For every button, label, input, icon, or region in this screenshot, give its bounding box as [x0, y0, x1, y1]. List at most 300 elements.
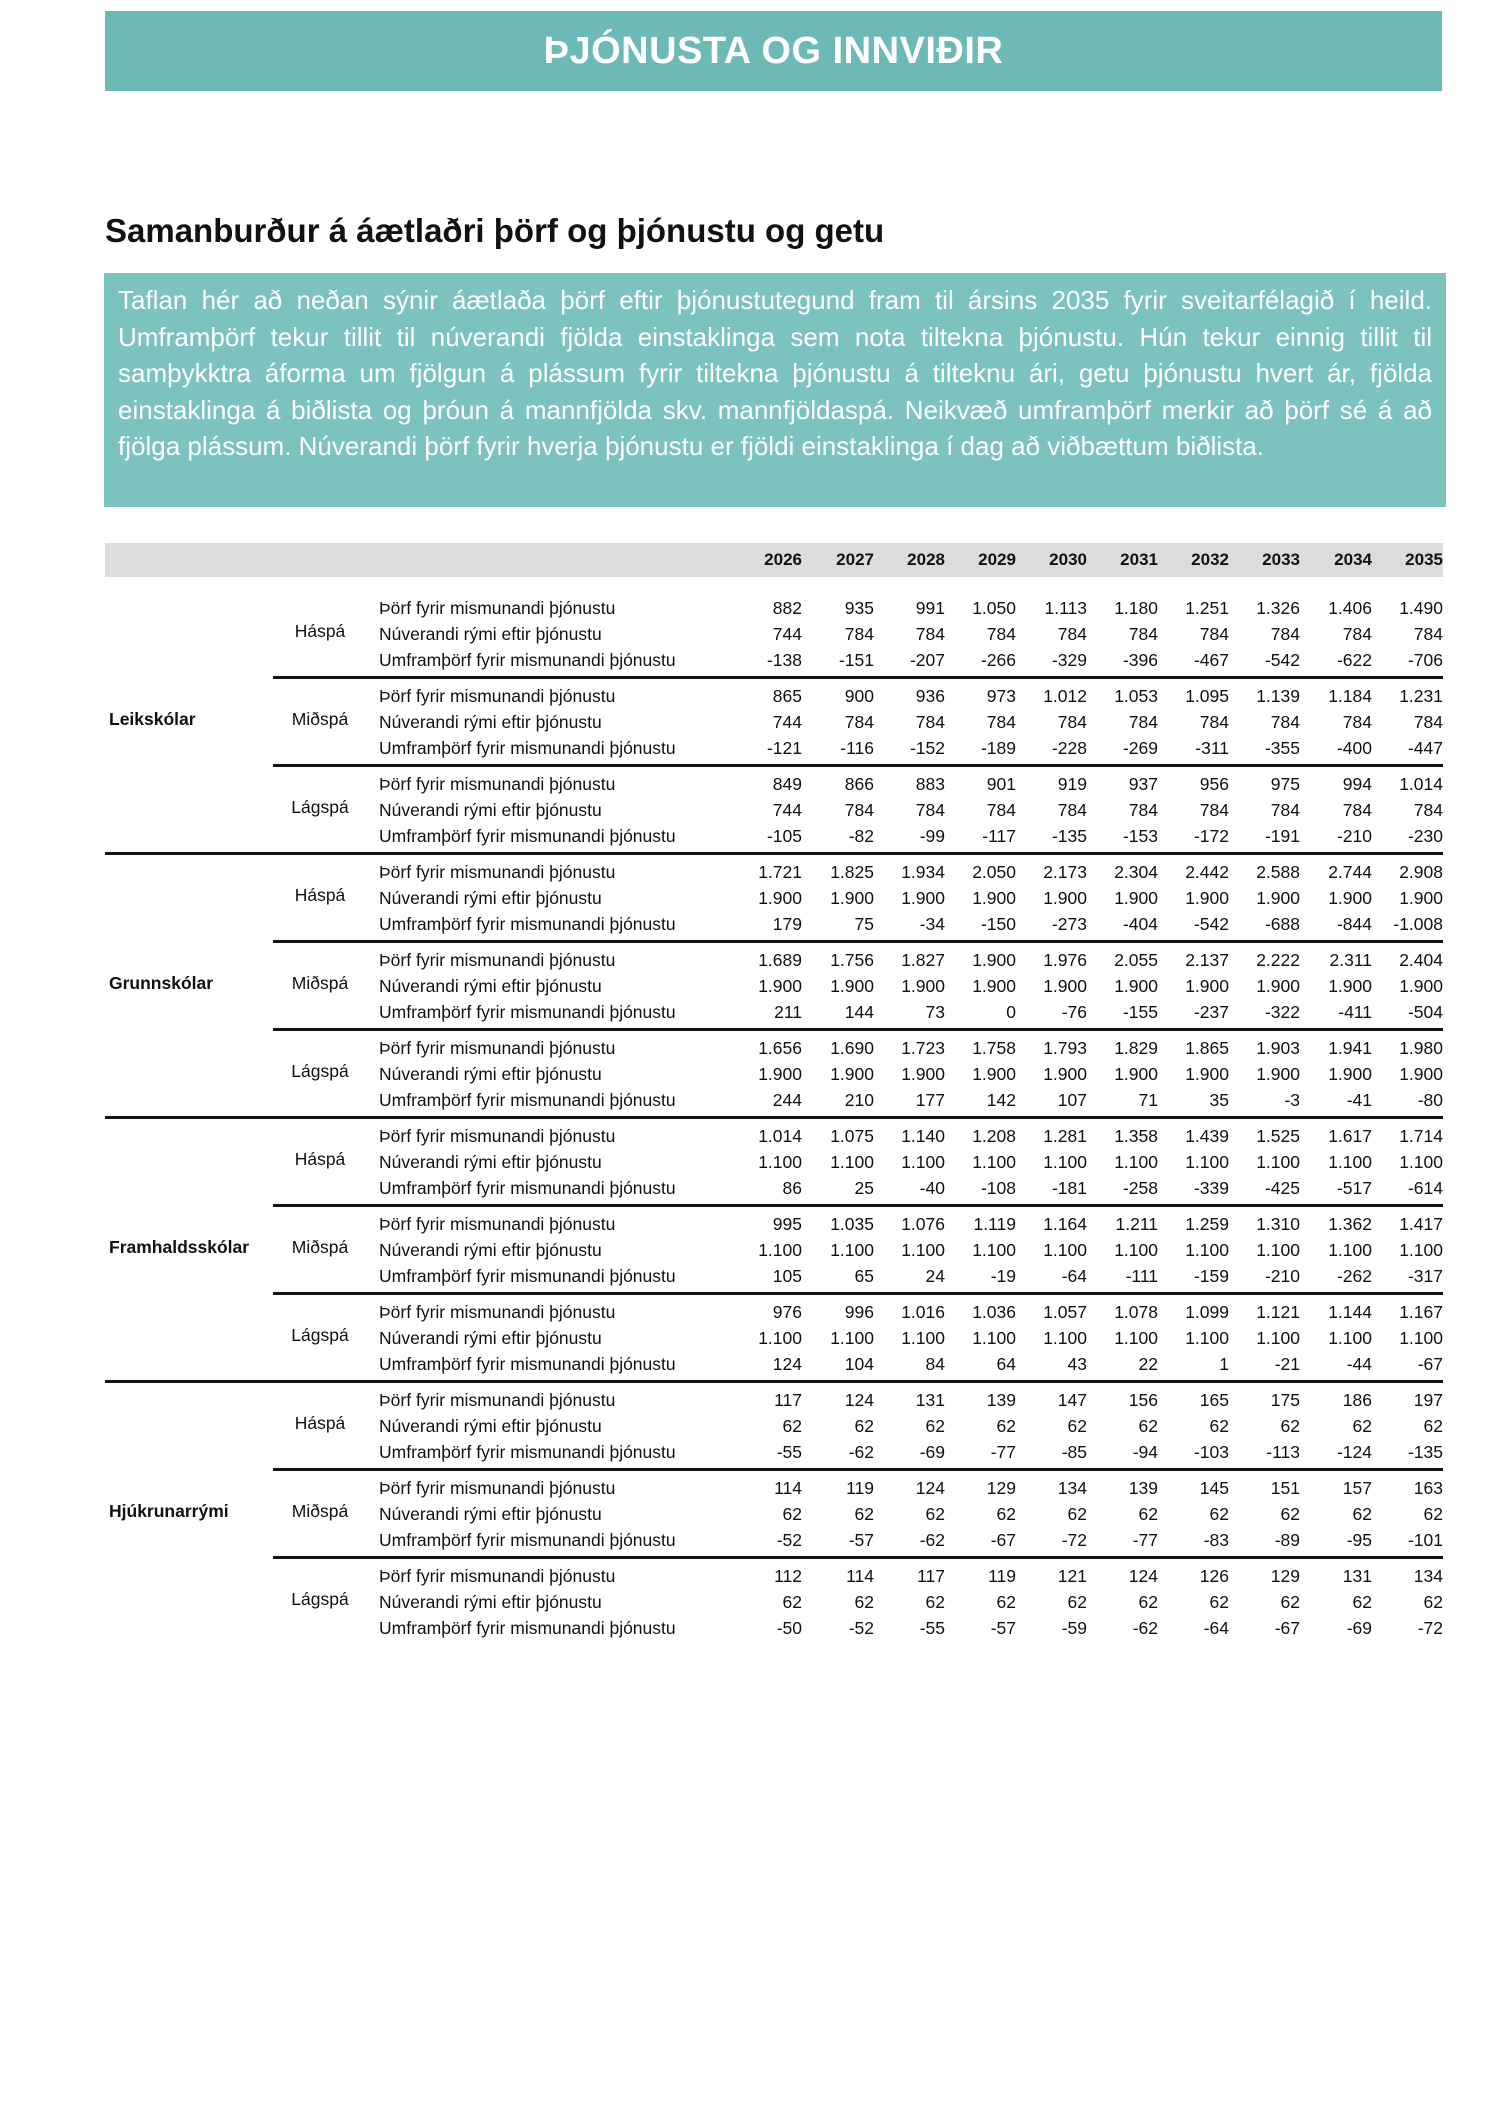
- scenario-block: [105, 1382, 1443, 1470]
- cell-value: 62: [1280, 1416, 1300, 1436]
- cell-value: -404: [1122, 914, 1158, 934]
- cell-value: -113: [1266, 1442, 1300, 1462]
- cell-value: 1.490: [1399, 598, 1443, 618]
- cell-value: 210: [844, 1090, 874, 1110]
- cell-value: 1.900: [830, 1064, 874, 1084]
- cell-value: -237: [1193, 1002, 1229, 1022]
- cell-value: 1.829: [1114, 1038, 1158, 1058]
- cell-value: -258: [1122, 1178, 1158, 1198]
- cell-value: 107: [1057, 1090, 1087, 1110]
- cell-value: 1.690: [830, 1038, 874, 1058]
- row-label: Þörf fyrir mismunandi þjónustu: [379, 1038, 616, 1058]
- cell-value: 62: [782, 1592, 802, 1612]
- scenario-block: [105, 1294, 1443, 1382]
- cell-value: 121: [1057, 1566, 1087, 1586]
- cell-value: 62: [1423, 1416, 1443, 1436]
- cell-value: 1.358: [1114, 1126, 1158, 1146]
- cell-value: 744: [772, 712, 802, 732]
- cell-value: 937: [1128, 774, 1158, 794]
- table-row: [379, 1175, 1443, 1201]
- cell-value: -67: [990, 1530, 1016, 1550]
- cell-value: 744: [772, 624, 802, 644]
- cell-value: -85: [1061, 1442, 1087, 1462]
- table-row: [379, 683, 1443, 709]
- cell-value: 784: [844, 800, 874, 820]
- cell-value: -67: [1417, 1354, 1443, 1374]
- cell-value: 1.100: [1043, 1152, 1087, 1172]
- row-label: Þörf fyrir mismunandi þjónustu: [379, 950, 616, 970]
- cell-value: -89: [1274, 1530, 1300, 1550]
- cell-value: 784: [1413, 800, 1443, 820]
- cell-value: -396: [1122, 650, 1158, 670]
- row-label: Núverandi rými eftir þjónustu: [379, 1328, 602, 1348]
- cell-value: 936: [915, 686, 945, 706]
- cell-value: 62: [854, 1592, 874, 1612]
- cell-value: -266: [980, 650, 1016, 670]
- cell-value: 2.311: [1329, 950, 1372, 970]
- cell-value: 2.222: [1256, 950, 1300, 970]
- cell-value: 1.900: [972, 1064, 1016, 1084]
- table-row: [379, 771, 1443, 797]
- cell-value: 1.100: [830, 1152, 874, 1172]
- cell-value: 71: [1138, 1090, 1158, 1110]
- cell-value: 1.900: [1114, 888, 1158, 908]
- row-label: Þörf fyrir mismunandi þjónustu: [379, 1390, 616, 1410]
- table-row: [379, 1123, 1443, 1149]
- table-row: [379, 859, 1443, 885]
- cell-value: -69: [1346, 1618, 1372, 1638]
- row-label: Umframþörf fyrir mismunandi þjónustu: [379, 1090, 676, 1110]
- cell-value: 86: [782, 1178, 802, 1198]
- table-row: [379, 973, 1443, 999]
- cell-value: 84: [925, 1354, 945, 1374]
- cell-value: 1.100: [1114, 1328, 1158, 1348]
- cell-value: -135: [1051, 826, 1087, 846]
- cell-value: 147: [1057, 1390, 1087, 1410]
- cell-value: 976: [772, 1302, 802, 1322]
- table-row: [379, 1237, 1443, 1263]
- cell-value: 784: [1199, 712, 1229, 732]
- cell-value: 2.304: [1114, 862, 1158, 882]
- table-row: [379, 1325, 1443, 1351]
- cell-value: 1.903: [1256, 1038, 1300, 1058]
- cell-value: -80: [1417, 1090, 1443, 1110]
- cell-value: 62: [925, 1592, 945, 1612]
- cell-value: 1.310: [1256, 1214, 1300, 1234]
- cell-value: 1.014: [758, 1126, 802, 1146]
- cell-value: -117: [982, 826, 1016, 846]
- cell-value: 64: [996, 1354, 1016, 1374]
- cell-value: 994: [1342, 774, 1372, 794]
- cell-value: 1.825: [830, 862, 874, 882]
- cell-value: 62: [996, 1592, 1016, 1612]
- cell-value: -622: [1336, 650, 1372, 670]
- cell-value: 43: [1067, 1354, 1087, 1374]
- cell-value: 1.259: [1185, 1214, 1229, 1234]
- cell-value: 1.900: [830, 888, 874, 908]
- cell-value: 131: [915, 1390, 945, 1410]
- row-label: Umframþörf fyrir mismunandi þjónustu: [379, 1354, 676, 1374]
- cell-value: 1.900: [758, 888, 802, 908]
- cell-value: 1.900: [758, 976, 802, 996]
- cell-value: 1.140: [901, 1126, 945, 1146]
- cell-value: 1.184: [1328, 686, 1372, 706]
- cell-value: 1.100: [1399, 1152, 1443, 1172]
- cell-value: -57: [990, 1618, 1016, 1638]
- cell-value: 1.525: [1256, 1126, 1300, 1146]
- cell-value: -329: [1051, 650, 1087, 670]
- cell-value: 1.900: [1399, 1064, 1443, 1084]
- category-label: Framhaldsskólar: [109, 1237, 250, 1257]
- cell-value: -72: [1061, 1530, 1087, 1550]
- table-row: [379, 1299, 1443, 1325]
- cell-value: -355: [1264, 738, 1300, 758]
- cell-value: 117: [917, 1566, 945, 1586]
- table-row: [379, 1475, 1443, 1501]
- cell-value: 2.588: [1256, 862, 1300, 882]
- cell-value: 157: [1342, 1478, 1372, 1498]
- row-label: Núverandi rými eftir þjónustu: [379, 1592, 602, 1612]
- cell-value: 784: [844, 624, 874, 644]
- cell-value: 1.900: [1256, 976, 1300, 996]
- cell-value: 1.050: [972, 598, 1016, 618]
- cell-value: 1.100: [1114, 1152, 1158, 1172]
- cell-value: 62: [1423, 1592, 1443, 1612]
- cell-value: 73: [925, 1002, 945, 1022]
- section-banner: [105, 11, 1442, 91]
- cell-value: -317: [1407, 1266, 1443, 1286]
- cell-value: 124: [915, 1478, 945, 1498]
- cell-value: 62: [925, 1416, 945, 1436]
- cell-value: 784: [1342, 624, 1372, 644]
- cell-value: 1.362: [1328, 1214, 1372, 1234]
- row-label: Þörf fyrir mismunandi þjónustu: [379, 598, 616, 618]
- cell-value: 991: [915, 598, 945, 618]
- table-row: [379, 1413, 1443, 1439]
- cell-value: 1.900: [1185, 1064, 1229, 1084]
- cell-value: 784: [986, 624, 1016, 644]
- cell-value: 1.900: [1399, 976, 1443, 996]
- cell-value: -151: [838, 650, 874, 670]
- table-row: [379, 911, 1443, 937]
- scenario-label: Lágspá: [291, 1061, 349, 1081]
- row-label: Umframþörf fyrir mismunandi þjónustu: [379, 1618, 676, 1638]
- cell-value: 935: [844, 598, 874, 618]
- cell-value: -62: [919, 1530, 945, 1550]
- cell-value: 849: [772, 774, 802, 794]
- cell-value: -116: [840, 738, 874, 758]
- scenario-label: Miðspá: [291, 973, 349, 993]
- cell-value: 1.100: [1399, 1240, 1443, 1260]
- cell-value: 62: [1280, 1592, 1300, 1612]
- scenario-block: [105, 942, 1443, 1030]
- cell-value: -69: [919, 1442, 945, 1462]
- cell-value: 119: [988, 1566, 1016, 1586]
- cell-value: 139: [1128, 1478, 1158, 1498]
- row-label: Núverandi rými eftir þjónustu: [379, 800, 602, 820]
- category-group: [105, 854, 1443, 1118]
- table-row: [379, 1439, 1443, 1465]
- cell-value: -542: [1193, 914, 1229, 934]
- cell-value: 1.900: [1328, 1064, 1372, 1084]
- row-label: Núverandi rými eftir þjónustu: [379, 624, 602, 644]
- row-label: Þörf fyrir mismunandi þjónustu: [379, 1478, 616, 1498]
- cell-value: 1.100: [1185, 1152, 1229, 1172]
- table-row: [379, 1615, 1443, 1641]
- cell-value: 1.900: [1256, 1064, 1300, 1084]
- cell-value: 1.934: [901, 862, 945, 882]
- cell-value: 1.075: [830, 1126, 874, 1146]
- cell-value: 784: [1199, 624, 1229, 644]
- cell-value: -1.008: [1393, 914, 1443, 934]
- cell-value: -311: [1195, 738, 1229, 758]
- cell-value: -77: [1132, 1530, 1158, 1550]
- cell-value: 186: [1342, 1390, 1372, 1410]
- cell-value: 1.139: [1256, 686, 1300, 706]
- cell-value: -153: [1122, 826, 1158, 846]
- cell-value: 175: [1270, 1390, 1300, 1410]
- cell-value: -55: [776, 1442, 802, 1462]
- year-header: 2032: [1191, 550, 1229, 569]
- cell-value: -172: [1193, 826, 1229, 846]
- cell-value: 1.865: [1185, 1038, 1229, 1058]
- cell-value: -64: [1061, 1266, 1087, 1286]
- cell-value: 784: [1199, 800, 1229, 820]
- year-header: 2027: [836, 550, 874, 569]
- cell-value: 1.016: [901, 1302, 945, 1322]
- cell-value: 105: [772, 1266, 802, 1286]
- cell-value: 1.406: [1328, 598, 1372, 618]
- cell-value: -108: [980, 1178, 1016, 1198]
- scenario-label: Háspá: [294, 621, 346, 641]
- cell-value: 131: [1342, 1566, 1372, 1586]
- table-row: [379, 1589, 1443, 1615]
- table-row: [379, 735, 1443, 761]
- scenario-block: [105, 1206, 1443, 1294]
- cell-value: 1.900: [1043, 1064, 1087, 1084]
- cell-value: 62: [996, 1416, 1016, 1436]
- cell-value: -688: [1264, 914, 1300, 934]
- cell-value: 163: [1413, 1478, 1443, 1498]
- table-row: [379, 999, 1443, 1025]
- cell-value: 1.035: [830, 1214, 874, 1234]
- scenario-label: Háspá: [294, 1413, 346, 1433]
- cell-value: 142: [986, 1090, 1016, 1110]
- cell-value: -150: [980, 914, 1016, 934]
- cell-value: 1.211: [1115, 1214, 1158, 1234]
- cell-value: 1.900: [1256, 888, 1300, 908]
- cell-value: 2.442: [1185, 862, 1229, 882]
- scenario-label: Háspá: [294, 885, 346, 905]
- cell-value: 784: [1057, 624, 1087, 644]
- cell-value: 1.036: [972, 1302, 1016, 1322]
- scenario-block: [105, 678, 1443, 766]
- cell-value: 24: [925, 1266, 945, 1286]
- cell-value: 1.100: [1114, 1240, 1158, 1260]
- cell-value: 1.100: [1399, 1328, 1443, 1348]
- row-label: Núverandi rými eftir þjónustu: [379, 1152, 602, 1172]
- cell-value: 114: [774, 1478, 802, 1498]
- cell-value: 1.180: [1114, 598, 1158, 618]
- cell-value: 1.078: [1114, 1302, 1158, 1322]
- cell-value: 784: [915, 624, 945, 644]
- row-label: Núverandi rými eftir þjónustu: [379, 976, 602, 996]
- row-label: Núverandi rými eftir þjónustu: [379, 1416, 602, 1436]
- scenario-block: [105, 1030, 1443, 1118]
- cell-value: 1.900: [830, 976, 874, 996]
- cell-value: -191: [1264, 826, 1300, 846]
- cell-value: 784: [844, 712, 874, 732]
- cell-value: -55: [919, 1618, 945, 1638]
- cell-value: 1.053: [1114, 686, 1158, 706]
- cell-value: 62: [782, 1416, 802, 1436]
- cell-value: 784: [915, 800, 945, 820]
- cell-value: 784: [1413, 712, 1443, 732]
- cell-value: 35: [1209, 1090, 1229, 1110]
- cell-value: 2.055: [1114, 950, 1158, 970]
- cell-value: 1.100: [1185, 1240, 1229, 1260]
- cell-value: 2.908: [1399, 862, 1443, 882]
- cell-value: 1.100: [901, 1152, 945, 1172]
- cell-value: -44: [1346, 1354, 1372, 1374]
- cell-value: -101: [1407, 1530, 1443, 1550]
- cell-value: 165: [1199, 1390, 1229, 1410]
- cell-value: 1.164: [1043, 1214, 1087, 1234]
- cell-value: -121: [766, 738, 802, 758]
- cell-value: 1.756: [830, 950, 874, 970]
- cell-value: 62: [1209, 1592, 1229, 1612]
- cell-value: 244: [772, 1090, 802, 1110]
- cell-value: 1.827: [901, 950, 945, 970]
- year-header: 2034: [1334, 550, 1372, 569]
- cell-value: 2.173: [1043, 862, 1087, 882]
- row-label: Þörf fyrir mismunandi þjónustu: [379, 862, 616, 882]
- cell-value: -228: [1051, 738, 1087, 758]
- cell-value: -706: [1407, 650, 1443, 670]
- cell-value: 1.326: [1256, 598, 1300, 618]
- cell-value: 62: [854, 1504, 874, 1524]
- cell-value: 1.900: [1328, 976, 1372, 996]
- cell-value: -447: [1407, 738, 1443, 758]
- cell-value: -64: [1203, 1618, 1229, 1638]
- cell-value: 784: [1057, 800, 1087, 820]
- cell-value: -111: [1125, 1266, 1158, 1286]
- cell-value: 1.617: [1328, 1126, 1372, 1146]
- scenario-label: Lágspá: [291, 797, 349, 817]
- cell-value: 1.900: [1399, 888, 1443, 908]
- table-row: [379, 595, 1443, 621]
- row-label: Umframþörf fyrir mismunandi þjónustu: [379, 650, 676, 670]
- cell-value: 1.689: [758, 950, 802, 970]
- cell-value: -339: [1193, 1178, 1229, 1198]
- cell-value: 1.231: [1399, 686, 1443, 706]
- cell-value: -269: [1122, 738, 1158, 758]
- category-group: [105, 1118, 1443, 1382]
- description-box: Taflan hér að neðan sýnir áætlaða þörf eftir þjónustutegund fram til ársins 2035 fyrir sveitarfélagið í heild. Umframþörf tekur tillit til núverandi fjölda einstaklinga sem nota tiltekna þjónustu. Hún tekur einnig tillit til samþykktra áforma um fjölgun á plássum fyrir tiltekna þjónustu á tilteknu ári, getu þjónustu hvert ár, fjölda einstaklinga á biðlista og þróun á mannfjölda skv. mannfjöldaspá. Neikvæð umframþörf merkir að þörf sé á að fjölga plássum. Núverandi þörf fyrir hverja þjónustu er fjöldi einstaklinga í dag að viðbættum biðlista.: [104, 273, 1446, 507]
- cell-value: 119: [846, 1478, 874, 1498]
- cell-value: -844: [1336, 914, 1372, 934]
- cell-value: 1.900: [1114, 1064, 1158, 1084]
- cell-value: 1.100: [972, 1240, 1016, 1260]
- cell-value: -542: [1264, 650, 1300, 670]
- scenario-block: [105, 1558, 1443, 1646]
- cell-value: -103: [1193, 1442, 1229, 1462]
- cell-value: -76: [1061, 1002, 1087, 1022]
- cell-value: -52: [776, 1530, 802, 1550]
- cell-value: 784: [1342, 712, 1372, 732]
- cell-value: 151: [1270, 1478, 1300, 1498]
- cell-value: 1.900: [1185, 888, 1229, 908]
- category-group: [105, 1382, 1443, 1646]
- cell-value: 2.050: [972, 862, 1016, 882]
- cell-value: 784: [915, 712, 945, 732]
- cell-value: -400: [1336, 738, 1372, 758]
- cell-value: -124: [1336, 1442, 1372, 1462]
- cell-value: 784: [1342, 800, 1372, 820]
- cell-value: 1.208: [972, 1126, 1016, 1146]
- cell-value: 1.723: [901, 1038, 945, 1058]
- page-title: Samanburður á áætlaðri þörf og þjónustu og getu: [105, 212, 885, 249]
- category-label: Grunnskólar: [109, 973, 214, 993]
- row-label: Umframþörf fyrir mismunandi þjónustu: [379, 826, 676, 846]
- table-row: [379, 647, 1443, 673]
- year-header: 2029: [978, 550, 1016, 569]
- cell-value: 1.793: [1043, 1038, 1087, 1058]
- row-label: Núverandi rými eftir þjónustu: [379, 888, 602, 908]
- table-row: [379, 1387, 1443, 1413]
- scenario-label: Miðspá: [291, 1501, 349, 1521]
- year-header: 2026: [764, 550, 802, 569]
- cell-value: 62: [996, 1504, 1016, 1524]
- cell-value: 62: [854, 1416, 874, 1436]
- row-label: Þörf fyrir mismunandi þjónustu: [379, 1126, 616, 1146]
- cell-value: -181: [1051, 1178, 1087, 1198]
- cell-value: 1.100: [1256, 1328, 1300, 1348]
- cell-value: 784: [1057, 712, 1087, 732]
- cell-value: 1.167: [1399, 1302, 1443, 1322]
- cell-value: 1.281: [1043, 1126, 1087, 1146]
- year-header: 2030: [1049, 550, 1087, 569]
- cell-value: 1.100: [758, 1328, 802, 1348]
- cell-value: 956: [1199, 774, 1229, 794]
- cell-value: 62: [1067, 1592, 1087, 1612]
- cell-value: 1.439: [1185, 1126, 1229, 1146]
- row-label: Þörf fyrir mismunandi þjónustu: [379, 1566, 616, 1586]
- cell-value: 1.100: [1043, 1328, 1087, 1348]
- cell-value: 2.137: [1185, 950, 1229, 970]
- cell-value: 62: [1423, 1504, 1443, 1524]
- cell-value: -262: [1336, 1266, 1372, 1286]
- row-label: Umframþörf fyrir mismunandi þjónustu: [379, 1178, 676, 1198]
- cell-value: 784: [986, 800, 1016, 820]
- cell-value: 1.100: [1185, 1328, 1229, 1348]
- cell-value: -105: [766, 826, 802, 846]
- cell-value: 1.251: [1185, 598, 1229, 618]
- table-row: [379, 823, 1443, 849]
- cell-value: 1.900: [1328, 888, 1372, 908]
- table-row: [379, 621, 1443, 647]
- scenario-label: Lágspá: [291, 1325, 349, 1345]
- cell-value: -411: [1338, 1002, 1372, 1022]
- cell-value: 145: [1199, 1478, 1229, 1498]
- cell-value: 784: [1270, 800, 1300, 820]
- cell-value: 1.900: [1185, 976, 1229, 996]
- cell-value: 784: [1128, 624, 1158, 644]
- cell-value: 129: [1270, 1566, 1300, 1586]
- cell-value: 1.100: [1256, 1240, 1300, 1260]
- row-label: Núverandi rými eftir þjónustu: [379, 712, 602, 732]
- table-row: [379, 1035, 1443, 1061]
